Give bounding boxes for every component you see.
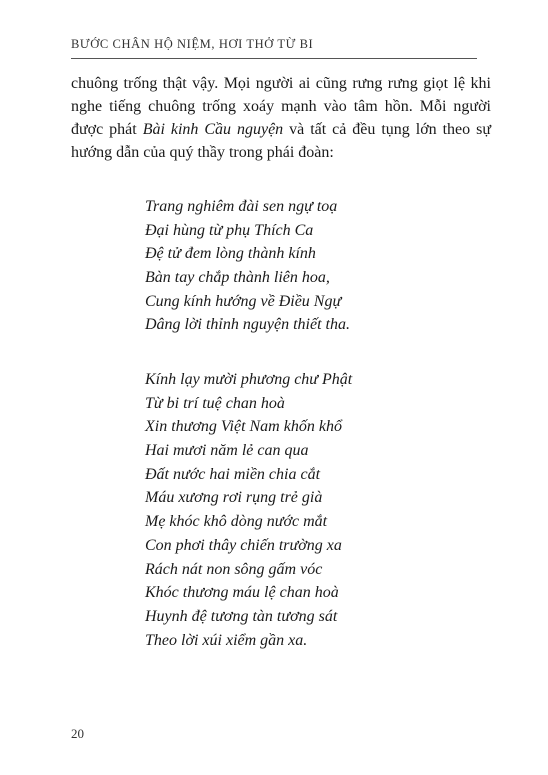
- verse-line: Cung kính hướng về Điều Ngự: [145, 292, 342, 310]
- prose-text: được phát: [71, 121, 143, 138]
- prose-line: nghe tiếng chuông trống xoáy mạnh vào tâm hồn. Mỗi người: [71, 98, 491, 115]
- verse-line: Con phơi thây chiến trường xa: [145, 536, 342, 554]
- verse-line: Đất nước hai miền chia cắt: [145, 465, 321, 483]
- verse-line: Từ bi trí tuệ chan hoà: [145, 394, 285, 412]
- verse-line: Hai mươi năm lẻ can qua: [145, 442, 309, 460]
- verse-stanza-1: [145, 195, 350, 337]
- prose-paragraph: [71, 72, 491, 164]
- verse-line: Đệ tử đem lòng thành kính: [145, 245, 316, 263]
- verse-line: Dâng lời thỉnh nguyện thiết tha.: [145, 316, 350, 334]
- prose-line: hướng dẫn của quý thầy trong phái đoàn:: [71, 144, 334, 161]
- verse-stanza-2: [145, 368, 352, 652]
- verse-line: Đại hùng từ phụ Thích Ca: [145, 221, 314, 239]
- running-head: BƯỚC CHÂN HỘ NIỆM, HƠI THỞ TỪ BI: [71, 37, 314, 51]
- page-number: 20: [71, 726, 84, 741]
- prose-line: chuông trống thật vậy. Mọi người ai cũng rưng rưng giọt lệ khi: [71, 75, 491, 92]
- prose-line: [71, 118, 491, 141]
- verse-line: Xin thương Việt Nam khốn khổ: [145, 418, 342, 436]
- verse-line: Máu xương rơi rụng trẻ già: [145, 489, 323, 507]
- verse-line: Trang nghiêm đài sen ngự toạ: [145, 198, 338, 215]
- verse-line: Theo lời xúi xiểm gần xa.: [145, 631, 308, 649]
- verse-line: Huynh đệ tương tàn tương sát: [145, 607, 338, 625]
- header-rule: [71, 58, 477, 59]
- verse-line: Kính lạy mười phương chư Phật: [145, 371, 353, 388]
- prayer-title: Bài kinh Cầu nguyện: [142, 121, 284, 138]
- prose-text: và tất cả đều tụng lớn theo sự: [283, 121, 491, 138]
- verse-line: Rách nát non sông gấm vóc: [145, 560, 323, 578]
- verse-line: Khóc thương máu lệ chan hoà: [145, 584, 339, 602]
- verse-line: Bàn tay chắp thành liên hoa,: [145, 269, 330, 287]
- verse-line: Mẹ khóc khô dòng nước mắt: [145, 513, 328, 531]
